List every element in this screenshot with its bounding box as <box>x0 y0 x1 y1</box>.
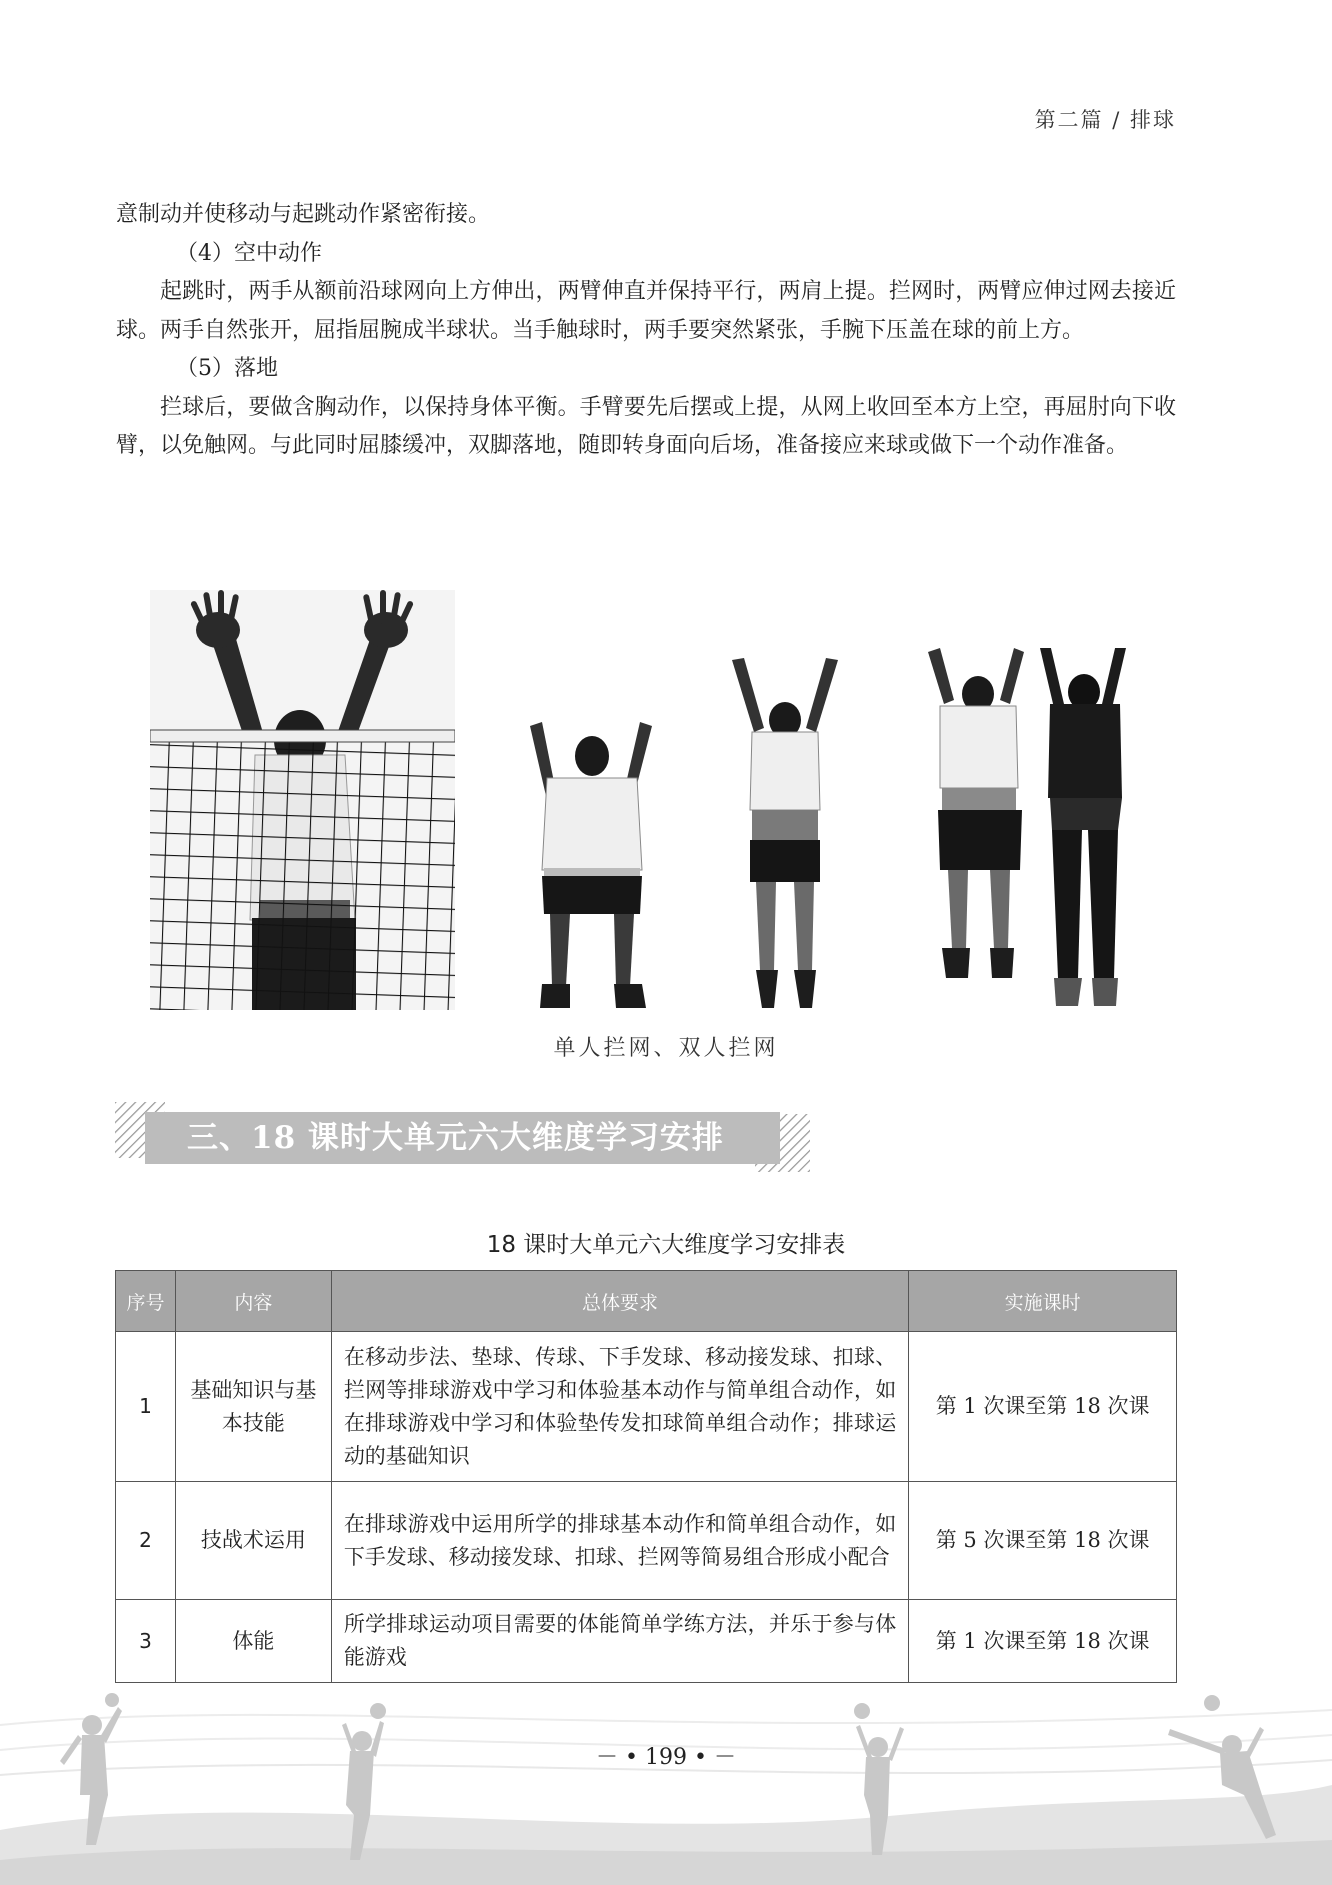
table-row <box>116 1332 1177 1482</box>
row-content: 技战术运用 <box>175 1482 331 1600</box>
row-requirement: 所学排球运动项目需要的体能简单学练方法，并乐于参与体能游戏 <box>331 1600 908 1683</box>
table-header-row <box>116 1271 1177 1332</box>
row-content: 体能 <box>175 1600 331 1683</box>
row-hours: 第 1 次课至第 18 次课 <box>909 1332 1177 1482</box>
row-requirement: 在移动步法、垫球、传球、下手发球、移动接发球、扣球、拦网等排球游戏中学习和体验基本动作与简单组合动作，如在排球游戏中学习和体验垫传发扣球简单组合动作；排球运动的基础知识 <box>331 1332 908 1482</box>
learning-plan-table <box>115 1270 1177 1683</box>
header-number: 序号 <box>116 1271 176 1332</box>
table-title: 18 课时大单元六大维度学习安排表 <box>486 1232 846 1258</box>
section-title: 三、18 课时大单元六大维度学习安排 <box>187 1120 724 1156</box>
section-heading <box>115 1102 810 1172</box>
row-hours: 第 1 次课至第 18 次课 <box>909 1600 1177 1683</box>
running-head: 第二篇 / 排球 <box>1034 108 1176 132</box>
header-requirement: 总体要求 <box>331 1271 908 1332</box>
row-hours: 第 5 次课至第 18 次课 <box>909 1482 1177 1600</box>
paragraph-landing: 拦球后，要做含胸动作，以保持身体平衡。手臂要先后摆或上提，从网上收回至本方上空，再屈肘向下收臂，以免触网。与此同时屈膝缓冲，双脚落地，随即转身面向后场，准备接应来球或做下一个动作准备。 <box>116 394 1176 458</box>
paragraph-continuation: 意制动并使移动与起跳动作紧密衔接。 <box>116 202 491 227</box>
row-number: 1 <box>116 1332 176 1482</box>
paragraph-aerial-action: 起跳时，两手从额前沿球网向上方伸出，两臂伸直并保持平行，两肩上提。拦网时，两臂应伸过网去接近球。两手自然张开，屈指屈腕成半球状。当手触球时，两手要突然紧张，手腕下压盖在球的前上方。 <box>116 279 1176 343</box>
body-text <box>116 196 1176 466</box>
row-number: 2 <box>116 1482 176 1600</box>
subheading-aerial-action: （4）空中动作 <box>176 240 322 266</box>
header-hours: 实施课时 <box>909 1271 1177 1332</box>
subheading-landing: （5）落地 <box>176 356 278 381</box>
table-row <box>116 1482 1177 1600</box>
row-requirement: 在排球游戏中运用所学的排球基本动作和简单组合动作，如下手发球、移动接发球、扣球、拦网等简易组合形成小配合 <box>331 1482 908 1600</box>
figure-caption: 单人拦网、双人拦网 <box>553 1036 779 1061</box>
row-number: 3 <box>116 1600 176 1683</box>
jump-photo-back-view <box>512 718 672 1010</box>
page-number: － • 199 • － <box>596 1745 736 1770</box>
header-content: 内容 <box>175 1271 331 1332</box>
double-block-photo <box>918 648 1142 1010</box>
jump-photo-arms-up <box>720 658 850 1010</box>
row-content: 基础知识与基本技能 <box>175 1332 331 1482</box>
single-block-photo <box>150 590 455 1010</box>
blocking-photos <box>150 590 1142 1010</box>
